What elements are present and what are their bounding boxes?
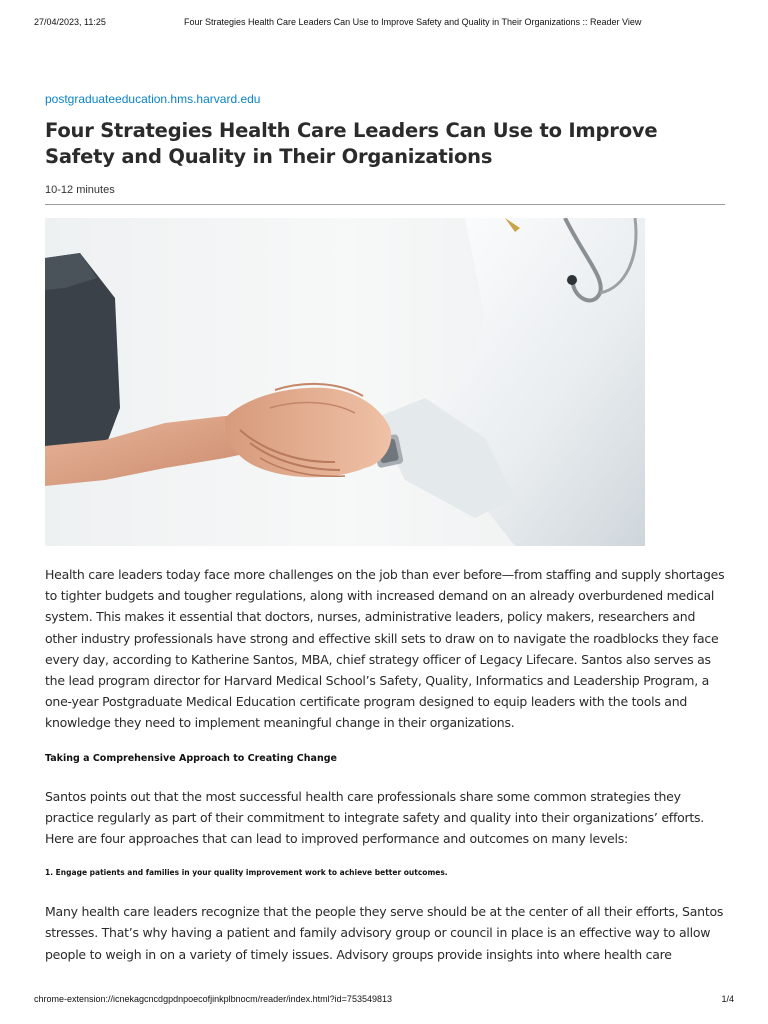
strategies-paragraph: Santos points out that the most successful health care professionals share some common strategies they practice regularly as part of their commitment to integrate safety and quality into their organizations’ efforts. Here are four approaches that can lead to improved performance and outcomes on many levels: [45, 788, 705, 847]
intro-paragraph: Health care leaders today face more challenges on the job than ever before—from staffing and supply shortages to tighter budgets and tougher regulations, along with increased demand on an already overburdened medical system. This makes it essential that doctors, nurses, administrative leaders, policy makers, researchers and other industry professionals have strong and effective skill sets to draw on to navigate the roadblocks they face every day, according to Katherine Santos, MBA, chief strategy officer of Legacy Lifecare. Santos also serves as the lead program director for Harvard Medical School’s Safety, Quality, Informatics and Leadership Program, a one-year Postgraduate Medical Education certificate program designed to equip leaders with the tools and knowledge they need to implement meaningful change in their organizations. [45, 567, 725, 731]
print-datetime: 27/04/2023, 11:25 [34, 17, 106, 27]
section-heading: Taking a Comprehensive Approach to Creating Change [45, 752, 337, 764]
print-url: chrome-extension://icnekagcncdgpdnpoecofjinkplbnocm/reader/index.html?id=753549813 [34, 994, 392, 1004]
print-header [34, 17, 734, 31]
print-footer [34, 994, 734, 1008]
page-number: 1/4 [721, 994, 734, 1004]
article-title: Four Strategies Health Care Leaders Can Use to Improve Safety and Quality in Their Organizations [45, 119, 658, 168]
source-domain-link[interactable]: postgraduateeducation.hms.harvard.edu [45, 92, 261, 106]
hero-image [45, 218, 645, 546]
print-page-title: Four Strategies Health Care Leaders Can Use to Improve Safety and Quality in Their Organizations :: Reader View [184, 17, 642, 27]
strategy-heading-1: 1. Engage patients and families in your quality improvement work to achieve better outcomes. [45, 868, 448, 878]
reading-time: 10-12 minutes [45, 184, 725, 205]
strategy-1-paragraph: Many health care leaders recognize that the people they serve should be at the center of all their efforts, Santos stresses. That’s why having a patient and family advisory group or council in place is an effective way to allow people to weigh in on a variety of timely issues. Advisory groups provide insights into where health care [45, 904, 724, 962]
reader-article [45, 88, 725, 965]
